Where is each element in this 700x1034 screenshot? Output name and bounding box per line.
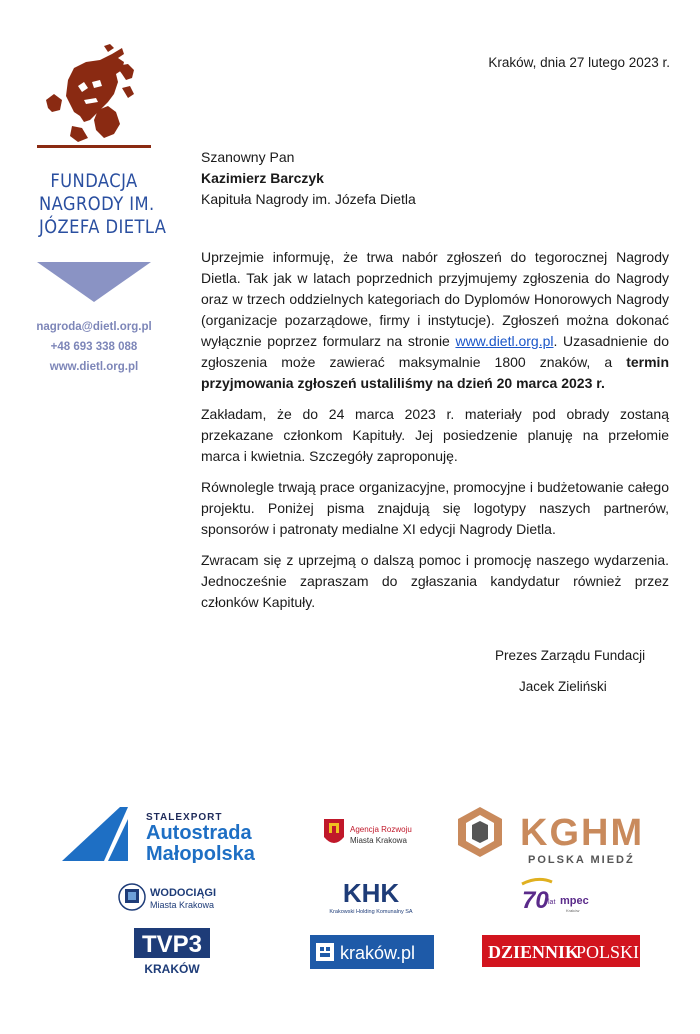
- dziennik-text-2: POLSKI: [576, 942, 640, 962]
- tvp3-subtext: KRAKÓW: [144, 962, 200, 976]
- foundation-name-line-1: FUNDACJA: [50, 170, 138, 192]
- kghm-logo: [458, 805, 670, 867]
- autostrada-line-1: Autostrada: [146, 822, 252, 844]
- krakow-pl-logo: [310, 935, 434, 969]
- contact-info: [20, 317, 168, 377]
- mpec-city: Kraków: [566, 908, 580, 913]
- recipient-name: Kazimierz Barczyk: [201, 170, 324, 186]
- khk-text: KHK: [342, 878, 400, 908]
- agencja-line-1: Agencja Rozwoju: [350, 825, 412, 834]
- kghm-subtext: POLSKA MIEDŹ: [528, 854, 635, 866]
- salutation: Szanowny Pan: [201, 149, 295, 165]
- letter-date: Kraków, dnia 27 lutego 2023 r.: [488, 55, 670, 70]
- khk-logo: [325, 874, 417, 916]
- paragraph-3: Równolegle trwają prace organizacyjne, promocyjne i budżetowanie całego projektu. Poniżej pisma znajdują się logotypy naszych partnerów, sponsorów i patronaty medialne XI edycji Nagrody Dietla.: [201, 479, 669, 537]
- contact-phone: +48 693 338 088: [50, 341, 138, 353]
- mpec-suffix: lat: [548, 899, 556, 906]
- letter-body: [201, 247, 669, 623]
- website-link[interactable]: www.dietl.org.pl: [455, 333, 554, 349]
- signature-title: Prezes Zarządu Fundacji: [495, 648, 646, 663]
- contact-website[interactable]: www.dietl.org.pl: [49, 361, 139, 373]
- krakow-pl-text: kraków.pl: [340, 943, 416, 963]
- signature-name: Jacek Zieliński: [519, 679, 607, 694]
- foundation-name: [38, 170, 167, 239]
- wodociagi-line-1: WODOCIĄGI: [150, 887, 216, 899]
- agencja-rozwoju-logo: [320, 815, 430, 851]
- triangle-icon: [37, 262, 151, 302]
- autostrada-top-text: STALEXPORT: [146, 812, 223, 823]
- paragraph-1-text-a: Uprzejmie informuję, że trwa nabór zgłoszeń do tegorocznej Nagrody Dietla. Tak jak w latach poprzednich przyjmujemy zgłoszenia do Nagrody oraz w trzech oddzielnych kategoriach do Dyplomów Honorowych Nagrody (organizacje pozarządowe, firmy i instytucje). Zgłoszeń można dokonać wyłącznie poprzez formularz na stronie: [201, 249, 669, 349]
- autostrada-malopolska-logo: [58, 805, 290, 863]
- mpec-logo: [518, 874, 598, 916]
- tvp3-krakow-logo: [132, 926, 212, 976]
- mpec-number: 70: [522, 887, 549, 914]
- recipient-block: [201, 147, 416, 210]
- paragraph-2: Zakładam, że do 24 marca 2023 r. materiały pod obrady zostaną przekazane członkom Kapituły. Jej posiedzenie planuję na przełomie marca i kwietnia. Szczegóły zaproponuję.: [201, 406, 669, 464]
- foundation-name-line-2: NAGRODY IM.: [38, 193, 155, 215]
- logo-divider: [37, 145, 151, 148]
- kghm-text: KGHM: [520, 812, 645, 854]
- wodociagi-logo: [118, 880, 230, 914]
- contact-email[interactable]: nagroda@dietl.org.pl: [36, 321, 152, 333]
- tvp3-text: TVP3: [141, 931, 203, 958]
- foundation-name-line-3: JÓZEFA DIETLA: [38, 216, 167, 238]
- recipient-organization: Kapituła Nagrody im. Józefa Dietla: [201, 191, 416, 207]
- agencja-line-2: Miasta Krakowa: [350, 836, 407, 845]
- foundation-portrait-logo: [38, 42, 150, 144]
- khk-subtext: Krakowski Holding Komunalny SA: [329, 909, 413, 915]
- paragraph-1: [201, 247, 669, 394]
- mpec-name: mpec: [560, 895, 589, 907]
- wodociagi-line-2: Miasta Krakowa: [150, 900, 215, 910]
- autostrada-line-2: Małopolska: [146, 843, 255, 863]
- dziennik-text-1: DZIENNIK: [488, 942, 580, 962]
- paragraph-1-text-b: . Uzasadnienie do zgłoszenia może zawierać maksymalnie 1800 znaków, a: [201, 333, 669, 370]
- dziennik-polski-logo: [482, 935, 640, 967]
- paragraph-4: Zwracam się z uprzejmą o dalszą pomoc i promocję naszego wydarzenia. Jednocześnie zapraszam do zgłaszania kandydatur również przez członków Kapituły.: [201, 552, 669, 610]
- deadline-text: termin przyjmowania zgłoszeń ustaliliśmy na dzień 20 marca 2023 r.: [201, 354, 669, 391]
